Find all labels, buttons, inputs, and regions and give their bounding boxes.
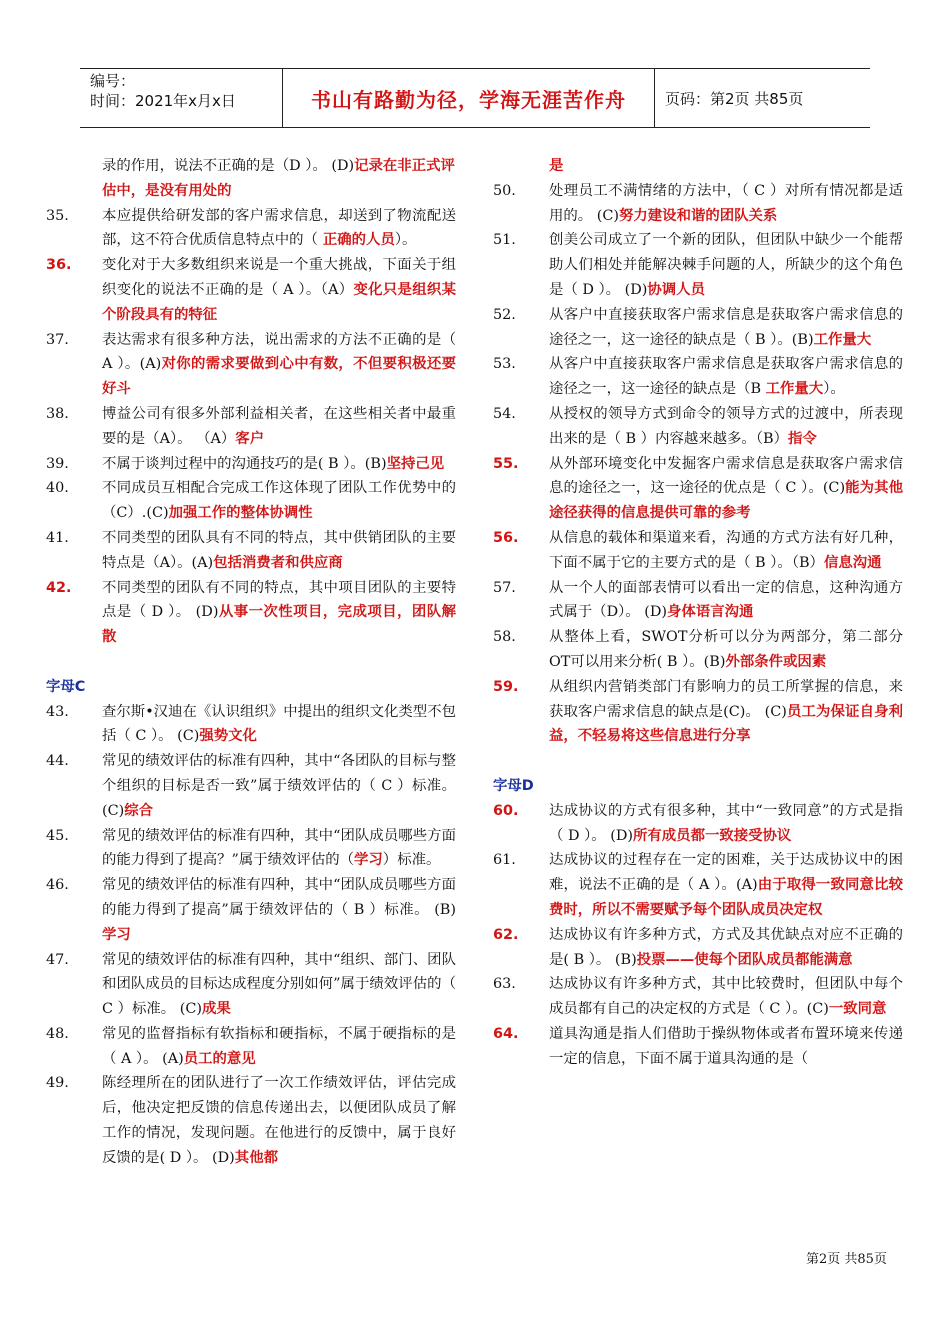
question-number: 37. xyxy=(46,331,69,348)
question-text xyxy=(549,352,903,402)
question-text xyxy=(549,452,903,526)
question-item xyxy=(493,352,903,402)
question-continuation xyxy=(493,154,903,179)
question-number: 50. xyxy=(493,182,516,199)
answer-text: 综合 xyxy=(124,802,154,819)
answer-text: 成果 xyxy=(201,1001,231,1018)
question-number: 59. xyxy=(493,678,519,695)
question-stem: 表达需求有很多种方法，说出需求的方法不正确的是（ A ）。(A) xyxy=(102,331,456,373)
question-item xyxy=(46,1022,456,1072)
question-stem: 变化对于大多数组织来说是一个重大挑战，下面关于组织变化的说法不正确的是（ A ）。（A） xyxy=(102,257,456,298)
question-item xyxy=(493,799,903,849)
question-text xyxy=(102,1071,456,1170)
answer-text: 外部条件或因素 xyxy=(725,653,827,670)
question-item xyxy=(46,749,456,823)
question-stem: 处理员工不满情绪的方法中，（ C ）对所有情况都是适用的。 (C) xyxy=(549,182,903,224)
question-stem: 常见的绩效评估的标准有四种，其中“组织、部门、团队和团队成员的目标达成程度分别如何”属于绩效评估的（ C ）标准。 (C) xyxy=(102,951,456,1018)
answer-text: 学习 xyxy=(102,926,131,943)
question-text xyxy=(549,179,903,229)
question-continuation xyxy=(46,154,456,204)
question-stem: 博益公司有很多外部利益相关者，在这些相关者中最重要的是（A）。 （A） xyxy=(102,405,456,447)
question-item xyxy=(46,873,456,947)
question-item xyxy=(46,526,456,576)
question-item xyxy=(46,476,456,526)
question-item xyxy=(493,179,903,229)
question-text xyxy=(102,1022,456,1072)
answer-text: 对你的需求要做到心中有数，不但要积极还要好斗 xyxy=(102,356,456,398)
question-text xyxy=(102,749,456,823)
question-number: 41. xyxy=(46,529,69,546)
question-item xyxy=(46,328,456,402)
question-number: 42. xyxy=(46,579,72,596)
answer-text: 变化只是组织某个阶段具有的特征 xyxy=(102,281,456,323)
answer-text: 信息沟通 xyxy=(823,554,882,571)
question-number: 56. xyxy=(493,529,519,546)
question-number: 52. xyxy=(493,306,516,323)
answer-text: 坚持己见 xyxy=(386,455,445,472)
header-motto: 书山有路勤为径，学海无涯苦作舟 xyxy=(283,69,655,127)
question-stem: 查尔斯•汉迪在《认识组织》中提出的组织文化类型不包括（ C ）。 (C) xyxy=(102,703,456,745)
answer-text: 包括消费者和供应商 xyxy=(213,554,343,571)
question-text xyxy=(549,675,903,749)
question-text xyxy=(102,253,456,327)
question-item xyxy=(46,402,456,452)
header-meta xyxy=(80,69,283,127)
question-stem: 从客户中直接获取客户需求信息是获取客户需求信息的途径之一，这一途径的缺点是（B xyxy=(549,356,903,398)
question-number: 35. xyxy=(46,207,69,224)
question-stem: 从整体上看，SWOT分析可以分为两部分，第二部分OT可以用来分析( B ）。(B) xyxy=(549,629,903,670)
question-text xyxy=(549,576,903,626)
question-stem: 不同类型的团队具有不同的特点，其中供销团队的主要特点是（A）。(A) xyxy=(102,529,456,571)
question-item xyxy=(46,700,456,750)
question-item xyxy=(493,625,903,675)
question-number: 58. xyxy=(493,629,516,646)
question-item xyxy=(493,402,903,452)
question-text xyxy=(102,576,456,650)
question-item xyxy=(493,452,903,526)
question-stem: 创美公司成立了一个新的团队，但团队中缺少一个能帮助人们相处并能解决棘手问题的人，所缺少的这个角色是（ D ）。 (D) xyxy=(549,232,903,298)
document-time-label: 时间：2021年x月x日 xyxy=(90,92,236,110)
question-number: 39. xyxy=(46,455,69,472)
section-spacer xyxy=(46,650,456,675)
question-stem: 达成协议有许多种方式，方式及其优缺点对应不正确的是( B ）。 (B) xyxy=(549,926,903,968)
question-text xyxy=(549,303,903,353)
question-item xyxy=(493,848,903,922)
section-heading: 字母D xyxy=(493,777,534,794)
question-stem: 不属于谈判过程中的沟通技巧的是( B ）。(B) xyxy=(102,455,387,472)
answer-text: 所有成员都一致接受协议 xyxy=(633,827,792,844)
question-text xyxy=(102,204,456,254)
question-item xyxy=(46,253,456,327)
question-stem: 不同成员互相配合完成工作这体现了团队工作优势中的（C）.(C) xyxy=(102,480,456,522)
page-footer: 第2页 共85页 xyxy=(806,1252,887,1267)
question-text xyxy=(549,526,903,576)
question-stem: 达成协议有许多种方式，其中比较费时，但团队中每个成员都有自己的决定权的方式是（ C ）。(C) xyxy=(549,976,903,1018)
question-stem: 从授权的领导方式到命令的领导方式的过渡中，所表现出来的是（ B ）内容越来越多。（B） xyxy=(549,405,903,447)
question-stem: 从一个人的面部表情可以看出一定的信息，这种沟通方式属于（D）。 (D) xyxy=(549,579,903,621)
question-stem: 常见的绩效评估的标准有四种，其中“团队成员哪些方面的能力得到了提高？”属于绩效评估的（ xyxy=(102,827,456,869)
question-text xyxy=(102,452,456,477)
question-number: 38. xyxy=(46,405,69,422)
question-number: 55. xyxy=(493,455,519,472)
question-stem: 录的作用，说法不正确的是（D ）。 (D) xyxy=(102,158,355,174)
answer-text: 是 xyxy=(549,158,564,174)
answer-text: 其他都 xyxy=(234,1149,278,1166)
left-column xyxy=(46,154,456,1171)
question-item xyxy=(46,1071,456,1170)
question-text xyxy=(549,1022,903,1072)
header-page-label: 页码：第2页 共85页 xyxy=(665,89,804,108)
document-number-label: 编号： xyxy=(90,72,136,90)
answer-text: 努力建设和谐的团队关系 xyxy=(619,207,778,224)
question-number: 53. xyxy=(493,356,516,373)
question-number: 60. xyxy=(493,802,519,819)
question-number: 49. xyxy=(46,1075,69,1092)
answer-text: 能为其他途径获得的信息提供可靠的参考 xyxy=(549,480,903,522)
question-stem: 从信息的载体和渠道来看，沟通的方式方法有好几种，下面不属于它的主要方式的是（ B ）。（B） xyxy=(549,529,903,571)
answer-text: 由于取得一致同意比较费时，所以不需要赋予每个团队成员决定权 xyxy=(549,877,903,918)
question-text xyxy=(549,228,903,302)
question-text xyxy=(102,526,456,576)
question-item xyxy=(493,972,903,1022)
question-item xyxy=(46,824,456,874)
question-number: 43. xyxy=(46,703,69,720)
question-text xyxy=(102,824,456,874)
answer-text: 强势文化 xyxy=(199,728,257,745)
question-text xyxy=(549,923,903,973)
question-text xyxy=(549,972,903,1022)
question-item xyxy=(46,452,456,477)
question-stem-tail: ）。 xyxy=(823,381,845,398)
question-number: 57. xyxy=(493,579,516,596)
answer-text: 指令 xyxy=(787,430,817,447)
question-number: 62. xyxy=(493,926,519,943)
question-stem: 常见的绩效评估的标准有四种，其中“团队成员哪些方面的能力得到了提高”属于绩效评估的（ B ）标准。 (B) xyxy=(102,877,456,918)
question-number: 45. xyxy=(46,827,69,844)
question-stem: 常见的监督指标有软指标和硬指标，不属于硬指标的是（ A ）。 (A) xyxy=(102,1025,456,1067)
question-item xyxy=(493,303,903,353)
question-number: 54. xyxy=(493,405,516,422)
question-number: 64. xyxy=(493,1025,519,1042)
section-spacer xyxy=(493,749,903,774)
question-item xyxy=(493,576,903,626)
question-number: 48. xyxy=(46,1025,69,1042)
answer-text: 学习 xyxy=(354,852,383,869)
question-stem: 道具沟通是指人们借助于操纵物体或者布置环境来传递一定的信息，下面不属于道具沟通的是（ xyxy=(549,1025,903,1067)
question-text xyxy=(549,848,903,922)
answer-text: 客户 xyxy=(235,430,265,447)
question-number: 44. xyxy=(46,753,69,770)
question-number: 46. xyxy=(46,877,69,894)
answer-text: 投票——使每个团队成员都能满意 xyxy=(636,951,853,968)
question-text xyxy=(102,873,456,947)
question-number: 36. xyxy=(46,257,72,274)
question-item xyxy=(46,576,456,650)
question-item xyxy=(493,675,903,749)
question-stem: 从客户中直接获取客户需求信息是获取客户需求信息的途径之一，这一途径的缺点是（ B ）。(B) xyxy=(549,306,903,348)
question-stem: 本应提供给研发部的客户需求信息，却送到了物流配送部，这不符合优质信息特点中的（ xyxy=(102,207,456,249)
question-item xyxy=(493,1022,903,1072)
answer-text: 员工的意见 xyxy=(183,1050,256,1067)
question-number: 40. xyxy=(46,480,69,497)
question-text xyxy=(102,948,456,1022)
question-stem-tail: ）标准。 xyxy=(382,852,441,869)
question-stem-tail: ）。 xyxy=(394,232,417,249)
question-text xyxy=(102,476,456,526)
question-item xyxy=(493,923,903,973)
question-item xyxy=(493,526,903,576)
question-stem: 达成协议的过程存在一定的困难，关于达成协议中的困难，说法不正确的是（ A ）。(A) xyxy=(549,852,903,894)
answer-text: 从事一次性项目，完成项目，团队解散 xyxy=(102,604,456,646)
question-item xyxy=(493,228,903,302)
answer-text: 一致同意 xyxy=(828,1001,887,1018)
question-number: 63. xyxy=(493,976,516,993)
answer-text: 员工为保证自身利益，不轻易将这些信息进行分享 xyxy=(549,703,903,745)
right-column xyxy=(493,154,903,1071)
question-text xyxy=(102,328,456,402)
question-item xyxy=(46,204,456,254)
question-text xyxy=(549,625,903,675)
question-text xyxy=(102,402,456,452)
question-stem: 不同类型的团队有不同的特点，其中项目团队的主要特点是（ D ）。 (D) xyxy=(102,579,456,621)
question-number: 51. xyxy=(493,232,516,249)
section-heading: 字母C xyxy=(46,678,86,695)
answer-text: 协调人员 xyxy=(647,281,705,298)
question-stem: 陈经理所在的团队进行了一次工作绩效评估，评估完成后，他决定把反馈的信息传递出去，以便团队成员了解工作的情况，发现问题。在他进行的反馈中，属于良好反馈的是( D ）。 (D) xyxy=(102,1075,456,1166)
question-text xyxy=(549,799,903,849)
question-stem: 达成协议的方式有很多种，其中“一致同意”的方式是指（ D ）。 (D) xyxy=(549,802,903,844)
answer-text: 身体语言沟通 xyxy=(667,604,754,621)
answer-text: 工作量大 xyxy=(765,381,824,398)
answer-text: 加强工作的整体协调性 xyxy=(168,505,313,522)
answer-text: 记录在非正式评估中，是没有用处的 xyxy=(102,158,455,199)
question-stem: 从组织内营销类部门有影响力的员工所掌握的信息，来获取客户需求信息的缺点是(C)。 (C) xyxy=(549,678,903,720)
question-text xyxy=(549,402,903,452)
question-text xyxy=(102,700,456,750)
answer-text: 工作量大 xyxy=(813,331,872,348)
question-stem: 常见的绩效评估的标准有四种，其中“各团队的目标与整个组织的目标是否一致”属于绩效评估的（ C ）标准。 (C) xyxy=(102,753,456,819)
question-item xyxy=(46,948,456,1022)
question-number: 61. xyxy=(493,852,516,869)
page-header xyxy=(80,68,870,128)
answer-text: 正确的人员 xyxy=(317,232,395,249)
question-stem: 从外部环境变化中发掘客户需求信息是获取客户需求信息的途径之一，这一途径的优点是（ C ）。(C) xyxy=(549,455,903,497)
question-number: 47. xyxy=(46,951,69,968)
